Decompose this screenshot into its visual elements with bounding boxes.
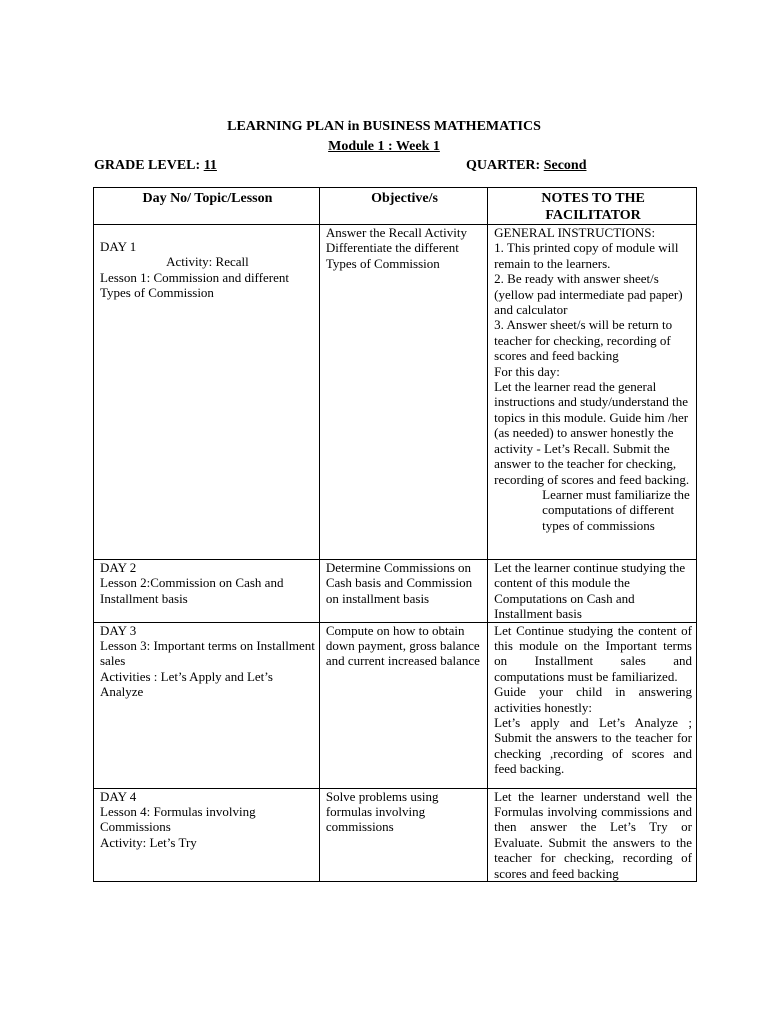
notes-cell — [488, 788, 697, 881]
notes-line: For this day: — [494, 363, 560, 379]
day-label: DAY 1 — [100, 239, 137, 254]
learning-plan-table — [93, 187, 697, 882]
header-day-topic: Day No/ Topic/Lesson — [94, 188, 320, 225]
table-header-row — [94, 188, 697, 225]
day-label: DAY 3 — [100, 622, 137, 638]
notes-cell — [488, 622, 697, 788]
activity-label: Activity: Let’s Try — [100, 834, 197, 850]
table-row — [94, 622, 697, 788]
lesson-label: Lesson 4: Formulas involving Commissions — [100, 804, 256, 835]
notes-line: 3. Answer sheet/s will be return to teacher for checking, recording of scores and feed backing — [494, 317, 673, 364]
notes-line: 1. This printed copy of module will remain to the learners. — [494, 240, 679, 271]
notes-line: Let Continue studying the content of this module on the Important terms on Installment sales and computations must be familiarized. — [494, 622, 692, 684]
notes-cell — [488, 560, 697, 623]
notes-line: Guide your child in answering activities honestly: — [494, 684, 692, 715]
quarter — [466, 157, 586, 175]
lesson-label: Lesson 2:Commission on Cash and Installment basis — [100, 575, 284, 606]
header-notes: NOTES TO THE FACILITATOR — [488, 188, 697, 225]
notes-line: Let the learner understand well the Formulas involving commissions and then answer the Let’s Try or Evaluate. Submit the answers to the teacher for checking, recording of scores and feed backing — [494, 788, 692, 881]
quarter-label: QUARTER: — [466, 158, 541, 173]
grade-level-label: GRADE LEVEL: — [94, 158, 201, 173]
day-label: DAY 2 — [100, 560, 137, 575]
notes-line: GENERAL INSTRUCTIONS: — [494, 225, 656, 240]
notes-line: 2. Be ready with answer sheet/s (yellow pad intermediate pad paper) and calculator — [494, 271, 683, 318]
quarter-value: Second — [543, 158, 587, 173]
objectives-cell — [319, 225, 487, 560]
objectives-cell — [319, 560, 487, 623]
table-row — [94, 560, 697, 623]
notes-line: Let the learner read the general instructions and study/understand the topics in this module. Guide him /her (as needed) to answer honestly the activity - Let’s Recall. Submit the answer to the teacher for checking, recording of scores and feed backing. — [494, 379, 690, 487]
table-row — [94, 788, 697, 881]
notes-line: Let’s apply and Let’s Analyze ; Submit the answers to the teacher for checking ,recording of scores and feed backing. — [494, 715, 692, 777]
activity-label: Activities : Let’s Apply and Let’s Analyze — [100, 668, 273, 700]
notes-line: Learner must familiarize the computations of different types of commissions — [542, 486, 690, 533]
objectives-cell — [319, 788, 487, 881]
lesson-label: Lesson 1: Commission and different Types of Commission — [100, 269, 289, 301]
header-objectives: Objective/s — [319, 188, 487, 225]
day-topic-cell — [94, 622, 320, 788]
objective-text: Answer the Recall Activity Differentiate the different Types of Commission — [325, 225, 468, 271]
day-label: DAY 4 — [100, 788, 137, 804]
objective-text: Determine Commissions on Cash basis and Commission on installment basis — [325, 560, 473, 606]
module-week-label — [0, 138, 768, 156]
lesson-label: Lesson 3: Important terms on Installment sales — [100, 638, 315, 669]
day-topic-cell — [94, 225, 320, 560]
table-row — [94, 225, 697, 560]
objective-text: Compute on how to obtain down payment, gross balance and current increased balance — [325, 622, 480, 669]
objective-text: Solve problems using formulas involving commissions — [325, 788, 439, 835]
grade-level-value: 11 — [203, 158, 217, 173]
document-title: LEARNING PLAN in BUSINESS MATHEMATICS — [227, 119, 541, 134]
grade-level — [94, 157, 217, 175]
day-topic-cell — [94, 788, 320, 881]
activity-label: Activity: Recall — [166, 254, 249, 270]
objectives-cell — [319, 622, 487, 788]
notes-line: Let the learner continue studying the content of this module the Computations on Cash and Installment basis — [494, 560, 686, 622]
day-topic-cell — [94, 560, 320, 623]
notes-cell — [488, 225, 697, 560]
module-week-text: Module 1 : Week 1 — [328, 139, 440, 154]
